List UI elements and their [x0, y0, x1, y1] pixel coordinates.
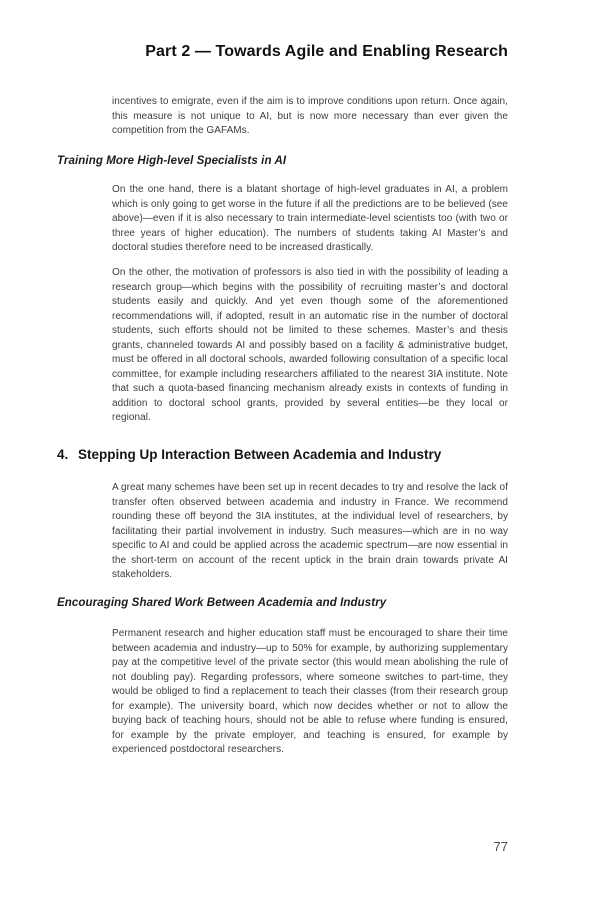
- paragraph-incentives: incentives to emigrate, even if the aim is to improve conditions upon return. Once again, this measure is not unique to AI, but is now more necessary than ever given the competition from the GAFAMs.: [112, 96, 508, 136]
- paragraph-training-shortage: On the one hand, there is a blatant shortage of high-level graduates in AI, a problem which is only going to get worse in the future if all the predictions are to be believed (see above)—even if it is also necessary to train intermediate-level scientists too (with two or three years of higher education). The numbers of students taking AI Master’s and doctoral studies therefore need to be increased drastically.: [112, 184, 508, 253]
- page-number: 77: [493, 839, 508, 854]
- heading-section-4: [57, 447, 527, 462]
- paragraph-section-4-intro: A great many schemes have been set up in recent decades to try and resolve the lack of transfer often observed between academia and industry in France. We recommend rounding these off beyond the 3IA institutes, at the individual level of researchers, by facilitating their partial involvement in industry. Such measures—which are in no way specific to AI and could be applied across the academic spectrum—are now essential in the short-term on account of the recent uptick in the brain drain towards private AI stakeholders.: [112, 482, 508, 580]
- heading-shared-work: Encouraging Shared Work Between Academia and Industry: [57, 597, 387, 609]
- paragraph-training-professors: On the other, the motivation of professors is also tied in with the possibility of leading a research group—which begins with the possibility of recruiting master’s and doctoral students easily and quickly. And yet even though some of the aforementioned recommendations will, if adopted, result in an automatic rise in the number of doctoral students, such efforts should not be limited to these schemes. Master’s and thesis grants, channeled towards AI and possibly based on a facility & administrative budget, must be offered in all doctoral schools, awarded following consultation of a specific local committee, for example including researchers affiliated to the nearest 3IA institute. Note that such a quota-based financing mechanism already exists in contexts of funding in addition to doctoral school grants, provided by several entities—be they local or regional.: [112, 267, 508, 423]
- heading-training-specialists: Training More High-level Specialists in AI: [57, 155, 287, 167]
- part-title: Part 2 — Towards Agile and Enabling Research: [145, 43, 508, 60]
- section-4-title: Stepping Up Interaction Between Academia and Industry: [78, 447, 442, 462]
- section-4-number: 4.: [57, 447, 69, 462]
- paragraph-shared-work: Permanent research and higher education staff must be encouraged to share their time between academia and industry—up to 50% for example, by authorizing supplementary pay at the competitive level of the private sector (this would mean abolishing the rule of not doubling pay). Regarding professors, where someone switches to part-time, they would be obliged to find a replacement to teach their classes (from their research group for example). The university board, which now decides whether or not to allow the buying back of teaching hours, should not be able to refuse where funding is ensured, for example by the private employer, and teaching is ensured, for example by experienced postdoctoral researchers.: [112, 628, 508, 755]
